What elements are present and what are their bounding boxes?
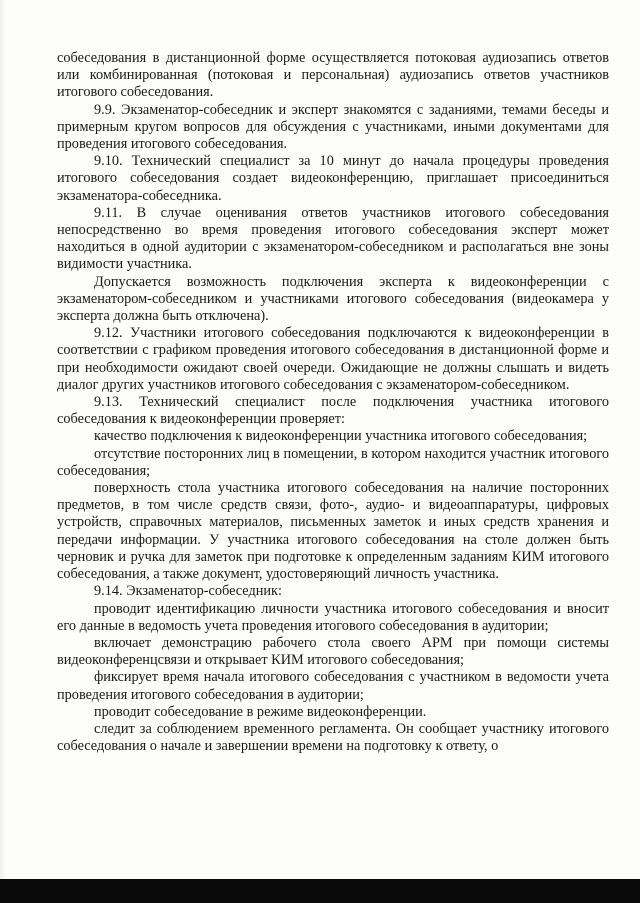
list-item-connection-quality: качество подключения к видеоконференции участника итогового собеседования; xyxy=(94,428,588,445)
list-item-desk-surface: поверхность стола участника итогового собеседования на наличие посторонних предметов, в том числе средств связи, фото-, аудио- и видеоаппаратуры, цифровых устройств, справочных материалов, письменных заметок и иных средств хранения и передачи информации. У участника итогового собеседования на столе должен быть черновик и ручка для заметок при подготовке к определенным заданиям КИМ итогового собеседования, а также документ, удостоверяющий личность участника. xyxy=(57,480,609,583)
paragraph-expert-connection: Допускается возможность подключения эксперта к видеоконференции с экзаменатором-собеседником и участниками итогового собеседования (видеокамера у эксперта должна быть отключена). xyxy=(57,273,609,325)
list-item-time-control: следит за соблюдением временного регламента. Он сообщает участнику итогового собеседования о начале и завершении времени на подготовку к ответу, о xyxy=(57,720,609,755)
paragraph-9-14: 9.14. Экзаменатор-собеседник: xyxy=(94,583,282,600)
paragraph-9-9: 9.9. Экзаменатор-собеседник и эксперт знакомятся с заданиями, темами беседы и примерным кругом вопросов для обсуждения с участниками, иными документами для проведения итогового собеседования. xyxy=(57,101,609,153)
paragraph-9-11: 9.11. В случае оценивания ответов участников итогового собеседования непосредственно во время проведения итогового собеседования эксперт может находиться в одной аудитории с экзаменатором-собеседником и располагаться вне зоны видимости участника. xyxy=(57,204,609,273)
paragraph-9-10: 9.10. Технический специалист за 10 минут до начала процедуры проведения итогового собеседования создает видеоконференцию, приглашает присоединиться экзаменатора-собеседника. xyxy=(57,153,609,204)
scan-edge-shadow xyxy=(0,0,6,903)
paragraph-9-13: 9.13. Технический специалист после подключения участника итогового собеседования к видеоконференции проверяет: xyxy=(57,394,609,428)
scan-bottom-bar xyxy=(0,879,640,903)
list-item-screen-share: включает демонстрацию рабочего стола своего АРМ при помощи системы видеоконференцсвязи и открывает КИМ итогового собеседования; xyxy=(57,634,609,669)
paragraph-9-12: 9.12. Участники итогового собеседования подключаются к видеоконференции в соответствии с графиком проведения итогового собеседования в дистанционной форме и при необходимости ожидают своей очереди. Ожидающие не должны слышать и видеть диалог других участников итогового собеседования с экзаменатором-собеседником. xyxy=(57,325,609,393)
list-item-videoconference: проводит собеседование в режиме видеоконференции. xyxy=(94,703,427,720)
list-item-no-strangers: отсутствие посторонних лиц в помещении, в котором находится участник итогового собеседования; xyxy=(57,445,609,479)
paragraph-continuation: собеседования в дистанционной форме осуществляется потоковая аудиозапись ответов или комбинированная (потоковая и персональная) аудиозапись ответов участников итогового собеседования. xyxy=(57,50,609,101)
document-page xyxy=(57,50,609,755)
list-item-identification: проводит идентификацию личности участника итогового собеседования и вносит его данные в ведомость учета проведения итогового собеседования в аудитории; xyxy=(57,600,609,634)
list-item-start-time: фиксирует время начала итогового собеседования с участником в ведомости учета проведения итогового собеседования в аудитории; xyxy=(57,669,609,703)
